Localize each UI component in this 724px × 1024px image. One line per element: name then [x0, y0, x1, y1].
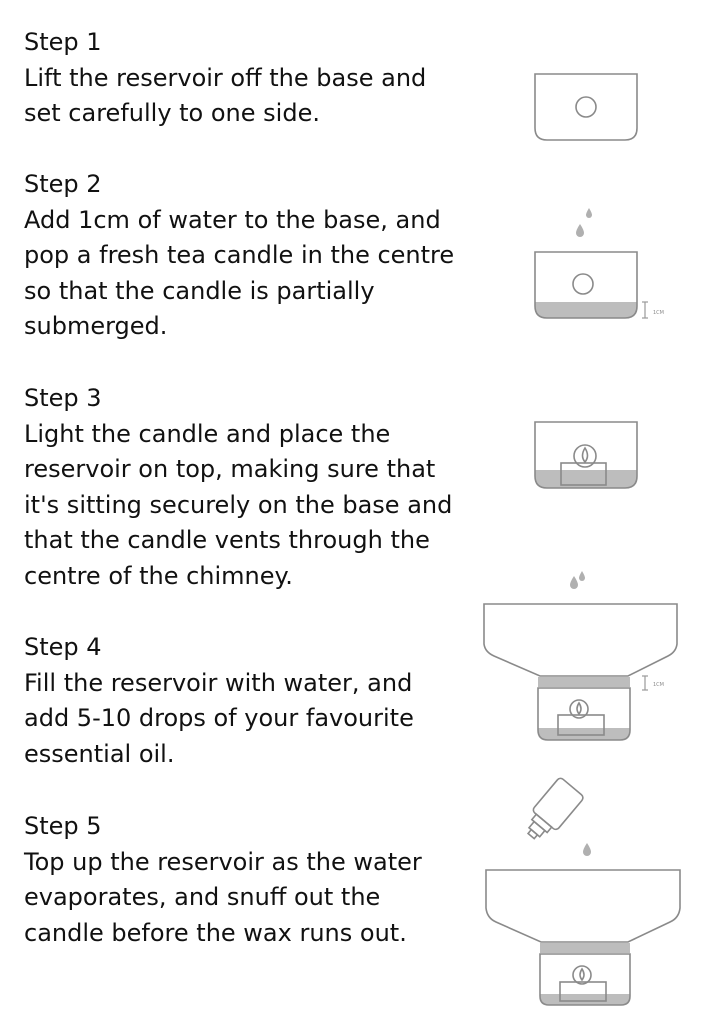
step-1-text: Lift the reservoir off the base and set carefully to one side.: [24, 63, 427, 127]
candle-top-icon: [573, 274, 593, 294]
reservoir-water: [540, 943, 630, 953]
reservoir-bowl: [486, 870, 680, 942]
step-2-title: Step 2: [24, 170, 102, 198]
essential-oil-bottle-icon: [519, 777, 585, 847]
flame-icon: [577, 703, 581, 714]
measure-label-step-4: 1CM: [653, 682, 664, 688]
illustration-step-3-base-lit: [535, 422, 637, 488]
reservoir-water: [538, 677, 630, 687]
step-5-text: Top up the reservoir as the water evaporates, and snuff out the candle before the wax runs out.: [24, 847, 422, 947]
oil-drops-icon: [570, 571, 585, 589]
step-2-text: Add 1cm of water to the base, and pop a fresh tea candle in the centre so that the candle is partially submerged.: [24, 205, 455, 340]
chimney-hole-icon: [576, 97, 596, 117]
step-1-title: Step 1: [24, 28, 102, 56]
reservoir-bowl: [484, 604, 677, 676]
oil-drop-icon: [583, 843, 591, 856]
illustration-step-4-diffuser: [484, 571, 677, 740]
step-3-title: Step 3: [24, 384, 102, 412]
illustration-step-2-base: [535, 208, 664, 318]
measure-1cm-icon: [642, 676, 648, 690]
step-3-text: Light the candle and place the reservoir on top, making sure that it's sitting securely on the base and that the candle vents through the centre of the chimney.: [24, 419, 453, 590]
step-4-text: Fill the reservoir with water, and add 5-10 drops of your favourite essential oil.: [24, 668, 414, 768]
measure-label-step-2: 1CM: [653, 310, 664, 316]
flame-icon: [583, 448, 588, 462]
measure-1cm-icon: [642, 302, 648, 318]
step-5-title: Step 5: [24, 812, 102, 840]
step-4-title: Step 4: [24, 633, 102, 661]
flame-icon: [580, 969, 584, 980]
water-drops-icon: [576, 208, 592, 237]
illustration-step-1-reservoir: [535, 74, 637, 140]
illustration-step-5-diffuser: [486, 777, 680, 1005]
